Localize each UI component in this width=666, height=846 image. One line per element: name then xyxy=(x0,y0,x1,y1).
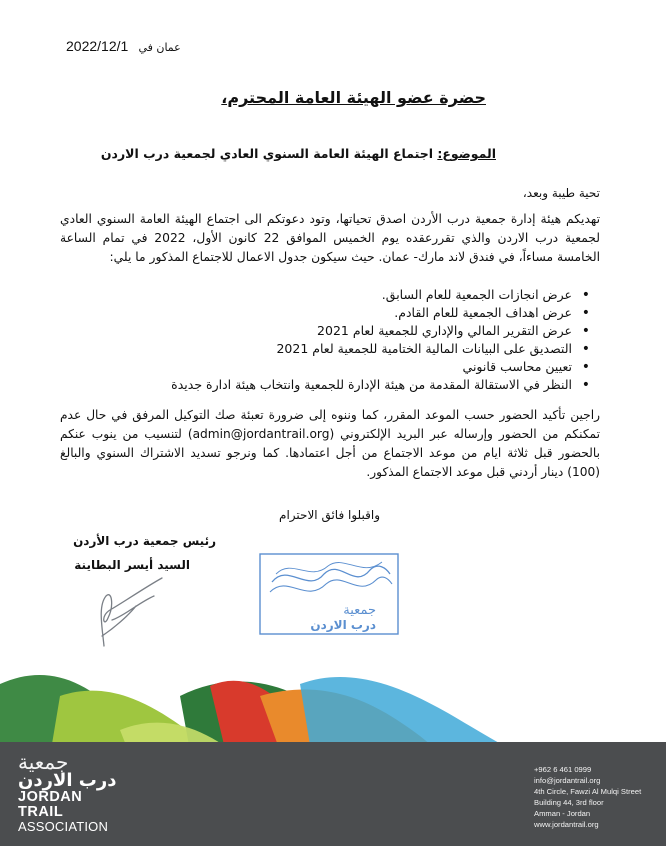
date-line xyxy=(66,38,226,55)
stamp-line2: درب الاردن xyxy=(310,618,376,632)
agenda-item: • التصديق على البيانات المالية الختامية للجمعية لعام 2021 xyxy=(70,340,590,358)
salutation: حضرة عضو الهيئة العامة المحترم، xyxy=(221,88,486,107)
handwritten-signature xyxy=(84,566,184,652)
signatory-name: السيد أيسر البطاينة xyxy=(74,558,190,572)
logo-arabic-line2: درب الاردن xyxy=(18,770,117,791)
closing-paragraph: راجين تأكيد الحضور حسب الموعد المقرر، كما وننوه إلى ضرورة تعبئة صك التوكيل المرفق في حال عدم تمكنكم من الحضور وإرساله عبر البريد الإلكتروني (admin@jordantrail.org) لتنسيب من ينوب عنكم بالحضور قبل ثلاثة ايام من موعد الاجتماع من أجل اعتمادها. كما ونرجو تسديد الاشتراك السنوي والبالغ (100) دينار أردني قبل موعد الاجتماع المذكور. xyxy=(60,408,600,479)
logo-arabic-line1: جمعية xyxy=(18,750,69,774)
logo-english-line3: ASSOCIATION xyxy=(18,819,109,834)
regards-line: واقبلوا فائق الاحترام xyxy=(279,508,380,522)
intro-paragraph: تهديكم هيئة إدارة جمعية درب الأردن اصدق تحياتها، وتود دعوتكم الى اجتماع الهيئة العامة السنوي العادي لجمعية درب الاردن والذي تقررعقده يوم الخميس الموافق 22 كانون الأول، 2022 في تمام الساعة الخامسة مساءاً، في فندق لاند مارك- عمان. حيث سيكون جدول الاعمال للاجتماع المذكور ما يلي: xyxy=(60,212,600,264)
letter-place: عمان في xyxy=(138,41,181,54)
subject-label: الموضوع: xyxy=(437,146,496,161)
association-stamp xyxy=(258,552,400,636)
contact-website[interactable]: www.jordantrail.org xyxy=(534,820,599,829)
logo-english-line2: TRAIL xyxy=(18,804,64,820)
contact-block xyxy=(534,764,664,830)
contact-address-line2: Building 44, 3rd floor xyxy=(534,798,604,807)
contact-email[interactable]: info@jordantrail.org xyxy=(534,776,601,785)
agenda-item: • عرض اهداف الجمعية للعام القادم. xyxy=(70,304,590,322)
agenda-item: • النظر في الاستقالة المقدمة من هيئة الإدارة للجمعية وانتخاب هيئة ادارة جديدة xyxy=(70,376,590,394)
subject-text: اجتماع الهيئة العامة السنوي العادي لجمعية درب الاردن xyxy=(100,146,438,161)
letter-date: 2022/12/1 xyxy=(66,38,129,54)
contact-phone: +962 6 461 0999 xyxy=(534,765,592,774)
agenda-item: • عرض انجازات الجمعية للعام السابق. xyxy=(70,286,590,304)
agenda-list xyxy=(70,286,590,394)
logo-english-line1: JORDAN xyxy=(18,789,83,805)
contact-address-line1: 4th Circle, Fawzi Al Mulqi Street xyxy=(534,787,642,796)
greeting: تحية طيبة وبعد، xyxy=(522,186,600,200)
contact-city: Amman - Jordan xyxy=(534,809,591,818)
agenda-item: • عرض التقرير المالي والإداري للجمعية لعام 2021 xyxy=(70,322,590,340)
jordan-trail-logo xyxy=(18,752,128,834)
signatory-title: رئيس جمعية درب الأردن xyxy=(73,534,216,548)
stamp-line1: جمعية xyxy=(343,603,376,618)
subject-line xyxy=(101,146,496,161)
agenda-item: • تعيين محاسب قانوني xyxy=(70,358,590,376)
